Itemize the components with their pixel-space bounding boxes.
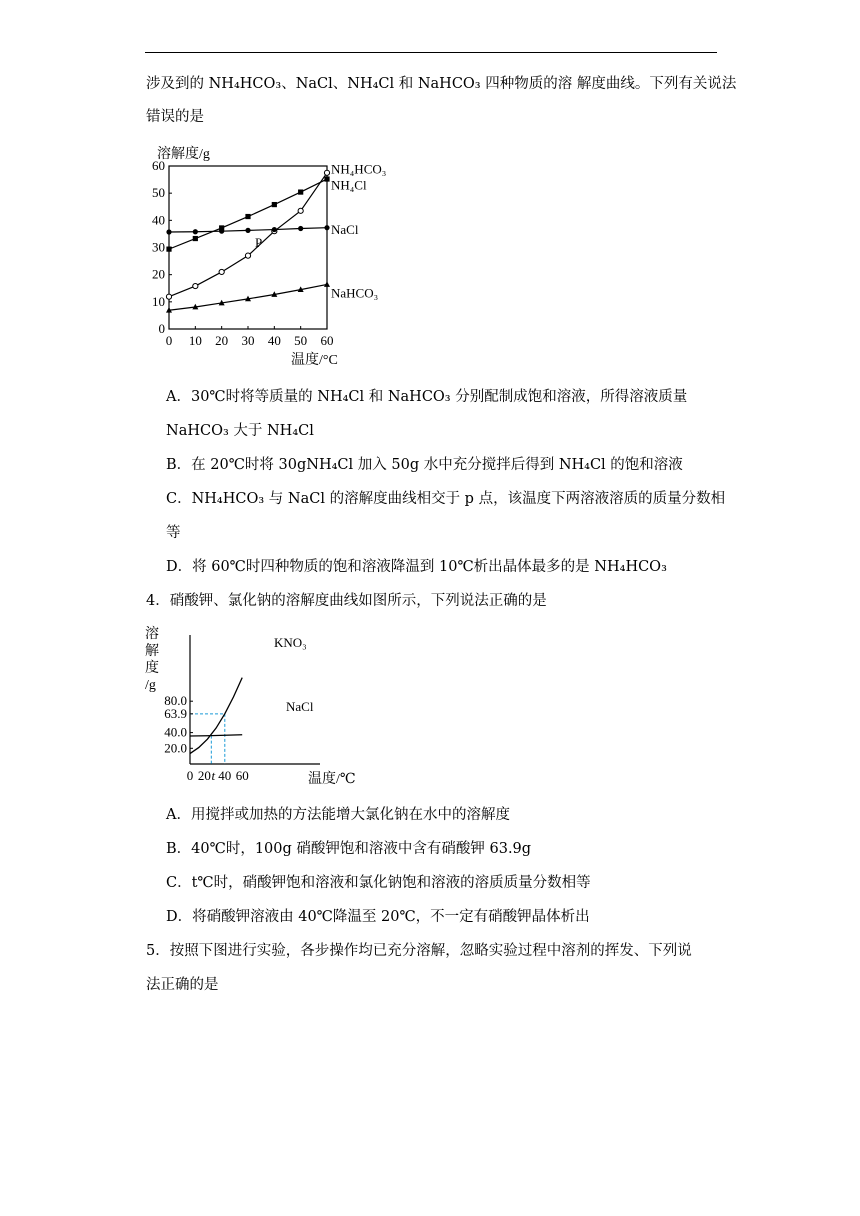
series-label: NH₄HCO₃ [331,161,387,177]
series-label: NaHCO₃ [331,285,379,301]
y-tick-label: 10 [152,293,165,309]
y-tick-label: 60 [152,158,165,173]
data-point [272,202,277,207]
chart1-xlabel: 温度/°C [291,353,338,368]
data-point [166,229,171,234]
q4-option-c: C．t℃时，硝酸钾饱和溶液和氯化钠饱和溶液的溶质质量分数相等 [166,875,591,891]
chart2-xlabel: 温度/℃ [308,772,356,787]
data-point [272,227,277,232]
x-tick-label: 30 [241,333,255,348]
chart2-y-ticks [164,693,193,755]
kno3-curve [190,678,242,754]
q3-option-c-line2: 等 [166,525,181,541]
series-label: NaCl [331,221,359,237]
data-point [166,294,171,299]
data-point [193,229,198,234]
data-point [219,229,224,234]
data-point [193,283,198,288]
q3-option-d: D．将 60℃时四种物质的饱和溶液降温到 10℃析出晶体最多的是 NH₄HCO₃ [166,559,667,575]
q3-option-a-line1: A．30℃时将等质量的 NH₄Cl 和 NaHCO₃ 分别配制成饱和溶液，所得溶液质量 [166,389,688,405]
y-tick-label: 20.0 [164,740,187,756]
solubility-chart-2 [140,625,370,788]
y-tick-label: 30 [152,239,165,255]
svg-text:度: 度 [145,661,159,676]
x-tick-label: 0 [165,333,173,348]
y-tick-label: 40.0 [164,724,187,740]
q4-stem: 4．硝酸钾、氯化钠的溶解度曲线如图所示，下列说法正确的是 [146,593,547,609]
chart2-label-nacl: NaCl [286,699,314,714]
svg-text:/g: /g [145,678,156,693]
y-tick-label: 63.9 [164,705,187,721]
x-tick-label: 50 [294,333,308,348]
data-point [324,176,329,181]
x-tick-label: 60 [320,333,334,348]
data-point [298,208,303,213]
q5-stem-line1: 5．按照下图进行实验，各步操作均已充分溶解，忽略实验过程中溶剂的挥发、下列说 [146,943,692,959]
chart2-x-ticks [187,768,249,783]
data-point [298,189,303,194]
x-tick-label: 20 [197,768,211,783]
data-point [245,228,250,233]
data-point [324,281,330,287]
chart2-series [190,678,242,754]
chart2-label-kno3: KNO₃ [274,635,307,650]
q4-option-a: A．用搅拌或加热的方法能增大氯化钠在水中的溶解度 [166,807,510,823]
q3-option-c-line1: C．NH₄HCO₃ 与 NaCl 的溶解度曲线相交于 p 点，该温度下两溶液溶质的质量分数相 [166,491,726,507]
series-label: NH₄Cl [331,177,367,193]
y-tick-label: 0 [158,321,165,336]
nacl-line [190,735,242,736]
chart1-legend-labels [331,161,386,300]
q4-option-b: B．40℃时，100g 硝酸钾饱和溶液中含有硝酸钾 63.9g [166,841,532,857]
data-point [219,269,224,274]
data-point [245,214,250,219]
y-tick-label: 20 [152,266,165,282]
svg-text:解: 解 [145,644,159,659]
q5-stem-line2: 法正确的是 [146,977,219,993]
chart1-series [166,170,330,312]
chart2-ylabel [145,625,159,693]
x-tick-label: 10 [188,333,202,348]
y-tick-label: 80.0 [164,693,187,709]
x-tick-label: t [211,768,216,783]
header-rule [145,52,717,53]
x-tick-label: 60 [235,768,249,783]
data-point [166,247,171,252]
chart1-point-label: P [255,235,263,250]
x-tick-label: 20 [215,333,229,348]
q3-option-a-line2: NaHCO₃ 大于 NH₄Cl [166,423,314,439]
q3-intro-line1: 涉及到的 NH₄HCO₃、NaCl、NH₄Cl 和 NaHCO₃ 四种物质的溶 解度曲线。下列有关说法 [146,76,737,92]
q3-option-b: B．在 20℃时将 30gNH₄Cl 加入 50g 水中充分搅拌后得到 NH₄Cl 的饱和溶液 [166,457,683,473]
data-point [324,225,329,230]
data-point [324,170,329,175]
y-tick-label: 50 [152,185,165,201]
q4-option-d: D．将硝酸钾溶液由 40℃降温至 20℃，不一定有硝酸钾晶体析出 [166,909,590,925]
chart1-ylabel: 溶解度/g [157,147,210,162]
svg-text:溶: 溶 [145,627,159,642]
x-tick-label: 0 [186,768,194,783]
data-point [193,236,198,241]
x-tick-label: 40 [218,768,232,783]
q3-intro-line2: 错误的是 [146,109,204,125]
y-tick-label: 40 [152,212,165,228]
x-tick-label: 40 [267,333,281,348]
data-point [245,253,250,258]
data-point [298,226,303,231]
solubility-chart-1 [145,140,415,372]
